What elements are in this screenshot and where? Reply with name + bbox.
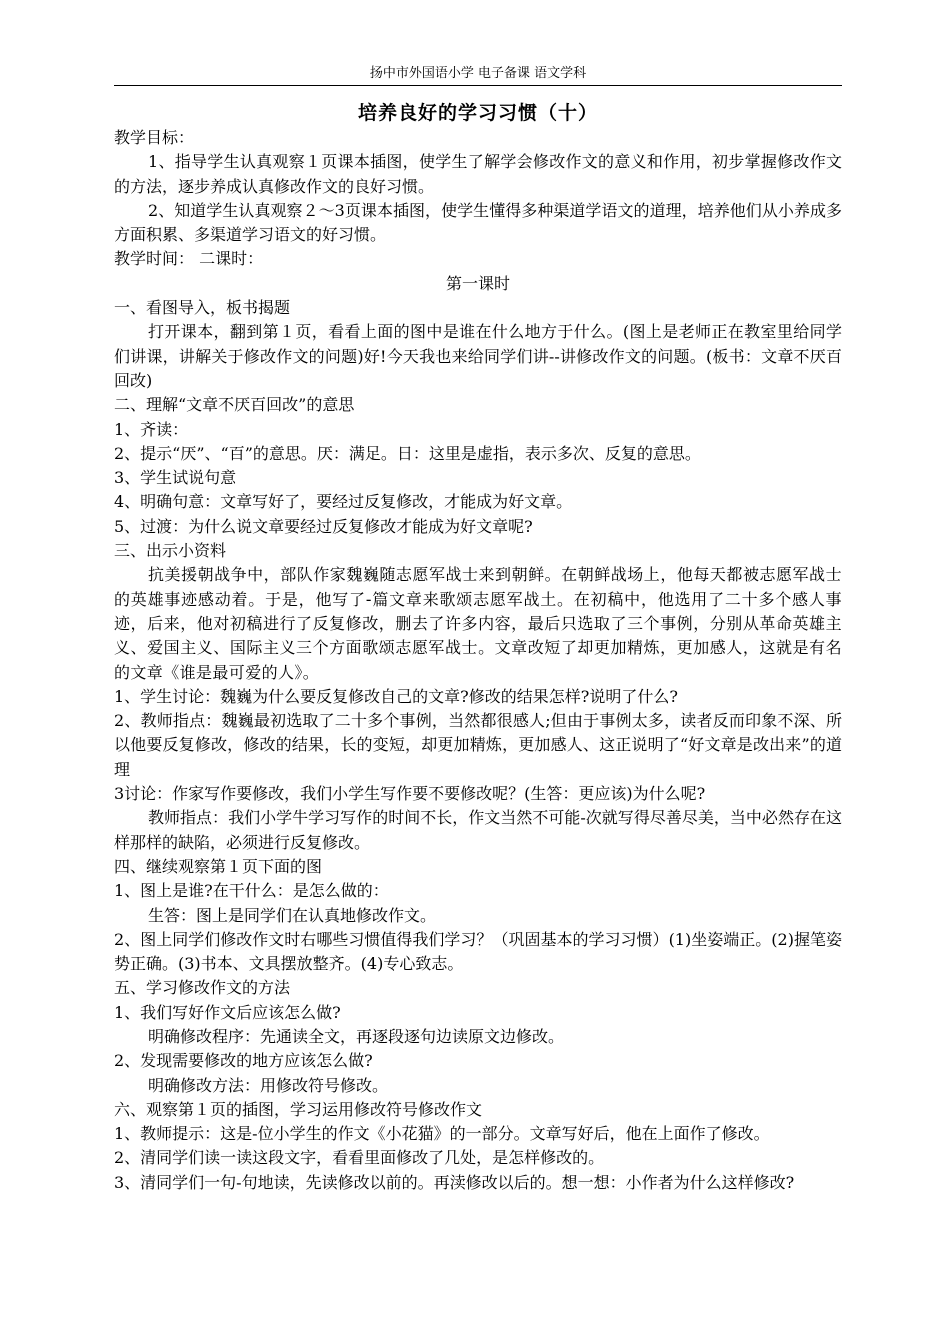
objective-1: 1、指导学生认真观察１页课本插图，使学生了解学会修改作文的意义和作用，初步掌握修改作文的方法，逐步养成认真修改作文的良好习惯。 bbox=[114, 152, 842, 196]
list-item: 2、提示“厌”、“百”的意思。厌：满足。日：这里是虚指，表示多次、反复的意思。 bbox=[114, 443, 701, 463]
document-body bbox=[114, 126, 842, 1195]
list-item: 3、清同学们一句-句地读，先读修改以前的。再渎修改以后的。想一想：小作者为什么这样修改? bbox=[114, 1172, 795, 1192]
lesson-heading: 第一课时 bbox=[445, 273, 510, 293]
list-item: 2、发现需要修改的地方应该怎么做? bbox=[114, 1051, 373, 1071]
list-item: 3、学生试说句意 bbox=[114, 468, 237, 488]
list-item: 1、齐读： bbox=[114, 419, 189, 439]
list-item: 5、过渡：为什么说文章要经过反复修改才能成为好文章呢? bbox=[114, 516, 533, 536]
list-item: 1、学生讨论：魏巍为什么要反复修改自己的文章?修改的结果怎样?说明了什么? bbox=[114, 686, 678, 706]
section-heading-6: 六、观察第１页的插图，学习运用修改符号修改作文 bbox=[114, 1099, 483, 1119]
section-heading-4: 四、继续观察第１页下面的图 bbox=[114, 856, 323, 876]
clarification: 明确修改方法：用修改符号修改。 bbox=[148, 1075, 389, 1095]
list-item: 2、清同学们读一读这段文字，看看里面修改了几处，是怎样修改的。 bbox=[114, 1148, 605, 1168]
teaching-time: 教学时间： 二课时： bbox=[114, 249, 264, 269]
section-heading-5: 五、学习修改作文的方法 bbox=[114, 978, 291, 998]
list-item: 2、图上同学们修改作文时右哪些习惯值得我们学习？（巩固基本的学习习惯）(1)坐姿端正。(2)握笔姿势正确。(3)书本、文具摆放整齐。(4)专心致志。 bbox=[114, 929, 842, 974]
list-item: 2、教师指点：魏巍最初选取了二十多个事例，当然都很感人;但由于事例太多，读者反而印象不深、所以他要反复修改，修改的结果，长的变短，却更加精炼，更加感人、这正说明了“好文章是改出来”的道理 bbox=[114, 711, 842, 779]
section-heading-2: 二、理解“文章不厌百回改”的意思 bbox=[114, 395, 355, 415]
clarification: 明确修改程序：先通读全文，再逐段逐句边读原文边修改。 bbox=[148, 1026, 565, 1046]
list-item: 1、教师提示：这是-位小学生的作文《小花猫》的一部分。文章写好后，他在上面作了修改。 bbox=[114, 1124, 770, 1144]
list-item: 1、图上是谁?在干什么：是怎么做的： bbox=[114, 881, 389, 901]
story-paragraph: 抗美援朝战争中，部队作家魏巍随志愿军战士来到朝鲜。在朝鲜战场上，他每天都被志愿军战士的英雄事迹感动着。于是，他写了-篇文章来歌颂志愿军战土。在初稿中，他选用了二十多个感人事迹，后来，他对初稿进行了反复修改，删去了许多内容，最后只选取了三个事例，分别从革命英雄主义、爱国主义、国际主义三个方面歌颂志愿军战士。文章改短了却更加精炼，更加感人，这就是有名的文章《谁是最可爱的人》。 bbox=[114, 565, 842, 682]
list-item: 4、明确句意：文章写好了，要经过反复修改，才能成为好文章。 bbox=[114, 492, 573, 512]
section-heading-3: 三、出示小资料 bbox=[114, 541, 227, 561]
list-item: 1、我们写好作文后应该怎么做? bbox=[114, 1002, 341, 1022]
objective-2: 2、知道学生认真观察２～3页课本插图，使学生懂得多种渠道学语文的道理，培养他们从小养成多方面积累、多渠道学习语文的好习惯。 bbox=[114, 200, 842, 245]
student-answer: 生答：图上是同学们在认真地修改作文。 bbox=[148, 905, 437, 925]
document-title: 培养良好的学习习惯（十） bbox=[357, 102, 598, 124]
header-rule bbox=[114, 85, 842, 86]
paragraph-intro: 打开课本，翻到第１页，看看上面的图中是谁在什么地方于什么。(图上是老师正在教室里给同学们讲课，讲解关于修改作文的问题)好!今天我也来给同学们讲--讲修改作文的问题。(板书：文章不厌百回改) bbox=[114, 322, 842, 390]
list-item: 3讨论：作家写作要修改，我们小学生写作要不要修改呢？(生答：更应该)为什么呢? bbox=[114, 784, 706, 804]
section-heading-1: 一、看图导入，板书揭题 bbox=[114, 298, 291, 318]
page-header: 扬中市外国语小学 电子备课 语文学科 bbox=[369, 66, 587, 81]
section-label-objectives: 教学目标： bbox=[114, 128, 195, 147]
teacher-note: 教师指点：我们小学牛学习写作的时间不长，作文当然不可能-次就写得尽善尽美，当中必然存在这样那样的缺陷，必须进行反复修改。 bbox=[114, 808, 842, 852]
